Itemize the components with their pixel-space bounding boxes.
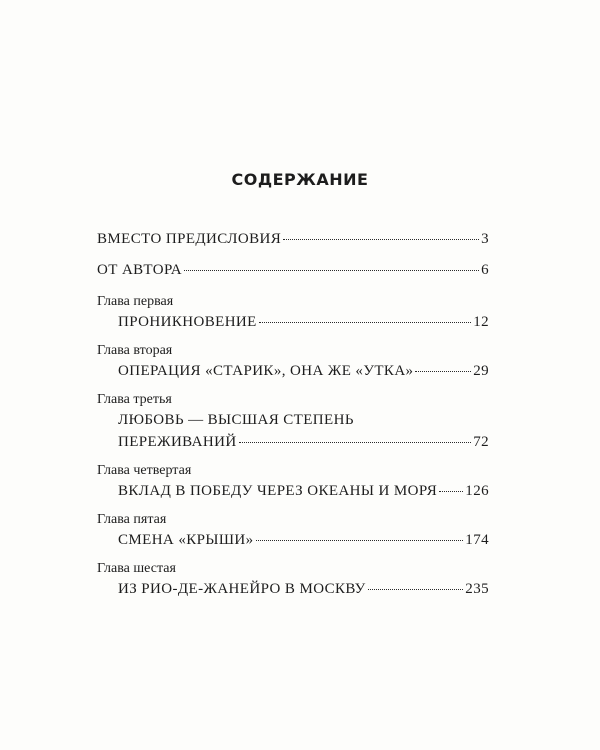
toc-line: [97, 578, 489, 600]
toc-line: [97, 228, 489, 250]
toc-entry-author-note[interactable]: [97, 259, 489, 281]
dot-leader: [239, 441, 472, 443]
toc-entry-chapter-4[interactable]: [97, 462, 489, 502]
toc-page-number: 6: [481, 262, 489, 278]
toc-line: [97, 360, 489, 382]
chapter-number: Глава третья: [97, 392, 172, 407]
dot-leader: [439, 490, 463, 492]
chapter-number: Глава вторая: [97, 343, 173, 358]
page-title: СОДЕРЖАНИЕ: [231, 170, 369, 189]
toc-page-number: 235: [465, 581, 489, 597]
toc-line: [97, 259, 489, 281]
toc-page-number: 174: [465, 532, 489, 548]
chapter-number: Глава первая: [97, 294, 174, 309]
toc-entry-chapter-6[interactable]: [97, 560, 489, 600]
dot-leader: [184, 269, 479, 271]
table-of-contents: [97, 228, 489, 600]
toc-page-number: 126: [465, 483, 489, 499]
toc-entry-preface[interactable]: [97, 228, 489, 250]
toc-line: [97, 480, 489, 502]
toc-page-number: 72: [473, 434, 489, 450]
toc-page-number: 29: [473, 363, 489, 379]
dot-leader: [368, 588, 464, 590]
toc-entry-chapter-5[interactable]: [97, 511, 489, 551]
toc-entry-label: ВКЛАД В ПОБЕДУ ЧЕРЕЗ ОКЕАНЫ И МОРЯ: [118, 483, 438, 499]
toc-entry-label: ОПЕРАЦИЯ «СТАРИК», ОНА ЖЕ «УТКА»: [118, 363, 414, 379]
toc-page-number: 3: [481, 231, 489, 247]
toc-entry-label: ОТ АВТОРА: [97, 262, 183, 278]
dot-leader: [259, 321, 471, 323]
toc-entry-label: ПЕРЕЖИВАНИЙ: [118, 434, 237, 450]
toc-entry-label: ВМЕСТО ПРЕДИСЛОВИЯ: [97, 231, 282, 247]
chapter-number: Глава шестая: [97, 561, 176, 576]
toc-page-number: 12: [473, 314, 489, 330]
chapter-number: Глава пятая: [97, 512, 167, 527]
toc-entry-label: ПРОНИКНОВЕНИЕ: [118, 314, 257, 330]
toc-entry-label: ИЗ РИО-ДЕ-ЖАНЕЙРО В МОСКВУ: [118, 581, 366, 597]
dot-leader: [256, 539, 464, 541]
dot-leader: [283, 238, 479, 240]
toc-line: [97, 431, 489, 453]
chapter-number: Глава четвертая: [97, 463, 192, 478]
toc-entry-chapter-3[interactable]: [97, 391, 489, 453]
toc-line: [97, 311, 489, 333]
toc-entry-label: СМЕНА «КРЫШИ»: [118, 532, 254, 548]
toc-entry-chapter-1[interactable]: [97, 293, 489, 333]
toc-line: [97, 529, 489, 551]
toc-entry-chapter-2[interactable]: [97, 342, 489, 382]
dot-leader: [415, 370, 471, 372]
toc-entry-label-line-1: ЛЮБОВЬ — ВЫСШАЯ СТЕПЕНЬ: [118, 412, 354, 428]
